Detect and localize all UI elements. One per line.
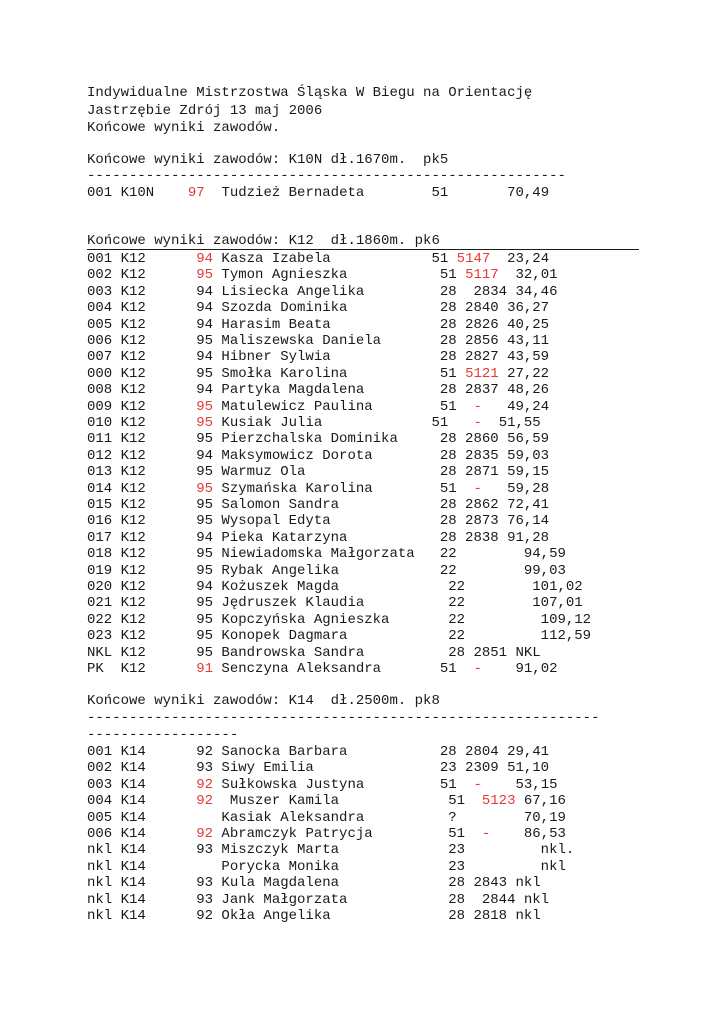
row-text: nkl K14 93 Kula Magdalena 28 2843 nkl <box>87 875 541 891</box>
result-row <box>87 513 549 529</box>
row-text: 006 K14 <box>87 826 197 842</box>
result-row <box>87 333 549 349</box>
row-text: 23,24 <box>490 251 550 267</box>
row-text: Kasza Izabela 51 <box>213 251 457 267</box>
result-row <box>87 415 541 431</box>
row-text: Sułkowska Justyna 51 <box>213 777 474 793</box>
result-row <box>87 744 549 760</box>
dash-separator: ------------------ <box>87 727 239 743</box>
result-row <box>87 612 591 628</box>
row-text: Szymańska Karolina 51 <box>213 481 474 497</box>
highlighted-value: - <box>473 661 482 677</box>
result-row <box>87 810 566 826</box>
row-text: 005 K14 Kasiak Aleksandra ? 70,19 <box>87 810 566 826</box>
row-text: 49,24 <box>481 399 550 415</box>
result-row <box>87 760 549 776</box>
result-row <box>87 497 549 513</box>
highlighted-value: 5123 <box>481 793 516 809</box>
result-row <box>87 777 558 793</box>
row-text: 009 K12 <box>87 399 197 415</box>
highlighted-value: 95 <box>196 415 214 431</box>
row-text: 59,28 <box>481 481 550 497</box>
result-row <box>87 366 549 382</box>
row-text: 011 K12 95 Pierzchalska Dominika 28 2860 56,59 <box>87 431 550 447</box>
row-text: Tymon Agnieszka 51 <box>213 267 466 283</box>
result-row <box>87 826 566 842</box>
result-row <box>87 546 566 562</box>
result-row <box>87 842 574 858</box>
highlighted-value: 92 <box>196 826 214 842</box>
row-text: 016 K12 95 Wysopal Edyta 28 2873 76,14 <box>87 513 550 529</box>
row-text: 32,01 <box>498 267 558 283</box>
row-text: 27,22 <box>498 366 550 382</box>
row-text: 002 K12 <box>87 267 197 283</box>
row-text: 005 K12 94 Harasim Beata 28 2826 40,25 <box>87 317 550 333</box>
highlighted-value: - <box>473 399 482 415</box>
row-text: NKL K12 95 Bandrowska Sandra 28 2851 NKL <box>87 645 541 661</box>
row-text: 002 K14 93 Siwy Emilia 23 2309 51,10 <box>87 760 550 776</box>
header-line: Jastrzębie Zdrój 13 maj 2006 <box>87 103 323 119</box>
row-text: nkl K14 Porycka Monika 23 nkl <box>87 859 566 875</box>
highlighted-value: - <box>473 481 482 497</box>
highlighted-value: 95 <box>196 481 214 497</box>
row-text: 000 K12 95 Smołka Karolina 51 <box>87 366 466 382</box>
row-text: 003 K12 94 Lisiecka Angelika 28 2834 34,46 <box>87 284 558 300</box>
result-row <box>87 317 549 333</box>
result-row <box>87 251 549 267</box>
header-line: Końcowe wyniki zawodów. <box>87 120 281 136</box>
row-text: Kusiak Julia 51 <box>213 415 474 431</box>
highlighted-value: 92 <box>196 777 214 793</box>
row-text: 019 K12 95 Rybak Angelika 22 99,03 <box>87 563 566 579</box>
row-text: 012 K12 94 Maksymowicz Dorota 28 2835 59,03 <box>87 448 550 464</box>
row-text: 013 K12 95 Warmuz Ola 28 2871 59,15 <box>87 464 550 480</box>
row-text: 001 K14 92 Sanocka Barbara 28 2804 29,41 <box>87 744 550 760</box>
dash-separator: --------------------------------------------------------- <box>87 168 566 184</box>
result-row <box>87 464 549 480</box>
result-row <box>87 563 566 579</box>
row-text: 021 K12 95 Jędruszek Klaudia 22 107,01 <box>87 595 583 611</box>
row-text: 53,15 <box>481 777 558 793</box>
result-row <box>87 448 549 464</box>
row-text: nkl K14 93 Miszczyk Marta 23 nkl. <box>87 842 575 858</box>
row-text: 008 K12 94 Partyka Magdalena 28 2837 48,26 <box>87 382 550 398</box>
row-text: 001 K10N <box>87 185 188 201</box>
result-row <box>87 431 549 447</box>
row-text: 022 K12 95 Kopczyńska Agnieszka 22 109,12 <box>87 612 592 628</box>
row-text: 004 K12 94 Szozda Dominika 28 2840 36,27 <box>87 300 550 316</box>
row-text: PK K12 <box>87 661 197 677</box>
row-text: 020 K12 94 Kożuszek Magda 22 101,02 <box>87 579 583 595</box>
row-text: 003 K14 <box>87 777 197 793</box>
section-title: Końcowe wyniki zawodów: K14 dł.2500m. pk8 <box>87 693 440 709</box>
row-text: 86,53 <box>490 826 566 842</box>
row-text: Senczyna Aleksandra 51 <box>213 661 474 677</box>
row-text: 010 K12 <box>87 415 197 431</box>
row-text: Abramczyk Patrycja 51 <box>213 826 482 842</box>
row-text: 023 K12 95 Konopek Dagmara 22 112,59 <box>87 628 592 644</box>
row-text: 67,16 <box>515 793 566 809</box>
header-line: Indywidualne Mistrzostwa Śląska W Biegu na Orientację <box>87 85 533 101</box>
row-text: Muszer Kamila 51 <box>213 793 482 809</box>
result-row <box>87 875 541 891</box>
highlighted-value: 97 <box>187 185 205 201</box>
result-row <box>87 661 558 677</box>
highlighted-value: 95 <box>196 399 214 415</box>
result-row <box>87 908 541 924</box>
result-row <box>87 185 549 201</box>
result-row <box>87 645 541 661</box>
highlighted-value: 5147 <box>456 251 491 267</box>
highlighted-value: 95 <box>196 267 214 283</box>
row-text: 017 K12 94 Pieka Katarzyna 28 2838 91,28 <box>87 530 550 546</box>
highlighted-value: - <box>473 415 482 431</box>
result-row <box>87 481 549 497</box>
result-row <box>87 859 566 875</box>
row-text: 006 K12 95 Maliszewska Daniela 28 2856 43,11 <box>87 333 550 349</box>
row-text: 018 K12 95 Niewiadomska Małgorzata 22 94,59 <box>87 546 566 562</box>
result-row <box>87 595 583 611</box>
result-row <box>87 399 549 415</box>
result-row <box>87 349 549 365</box>
row-text: 007 K12 94 Hibner Sylwia 28 2827 43,59 <box>87 349 550 365</box>
result-row <box>87 284 557 300</box>
section-title: Końcowe wyniki zawodów: K10N dł.1670m. pk5 <box>87 152 449 168</box>
result-row <box>87 579 583 595</box>
result-row <box>87 892 549 908</box>
highlighted-value: 5121 <box>465 366 499 382</box>
row-text: 014 K12 <box>87 481 197 497</box>
row-text: Matulewicz Paulina 51 <box>213 399 474 415</box>
row-text: nkl K14 92 Okła Angelika 28 2818 nkl <box>87 908 541 924</box>
highlighted-value: 94 <box>196 251 214 267</box>
result-row <box>87 793 566 809</box>
result-row <box>87 628 591 644</box>
highlighted-value: 5117 <box>465 267 499 283</box>
table-rule <box>87 249 639 250</box>
highlighted-value: - <box>473 777 482 793</box>
result-row <box>87 530 549 546</box>
row-text: 91,02 <box>481 661 558 677</box>
highlighted-value: 91 <box>196 661 214 677</box>
highlighted-value: 92 <box>196 793 214 809</box>
row-text: Tudzież Bernadeta 51 70,49 <box>204 185 550 201</box>
row-text: 001 K12 <box>87 251 197 267</box>
result-row <box>87 300 549 316</box>
row-text: nkl K14 93 Jank Małgorzata 28 2844 nkl <box>87 892 550 908</box>
result-row <box>87 382 549 398</box>
highlighted-value: - <box>481 826 491 842</box>
row-text: 004 K14 <box>87 793 197 809</box>
row-text: 015 K12 95 Salomon Sandra 28 2862 72,41 <box>87 497 550 513</box>
row-text: 51,55 <box>481 415 541 431</box>
section-title: Końcowe wyniki zawodów: K12 dł.1860m. pk6 <box>87 233 440 249</box>
result-row <box>87 267 558 283</box>
dash-separator: ------------------------------------------------------------- <box>87 710 600 726</box>
